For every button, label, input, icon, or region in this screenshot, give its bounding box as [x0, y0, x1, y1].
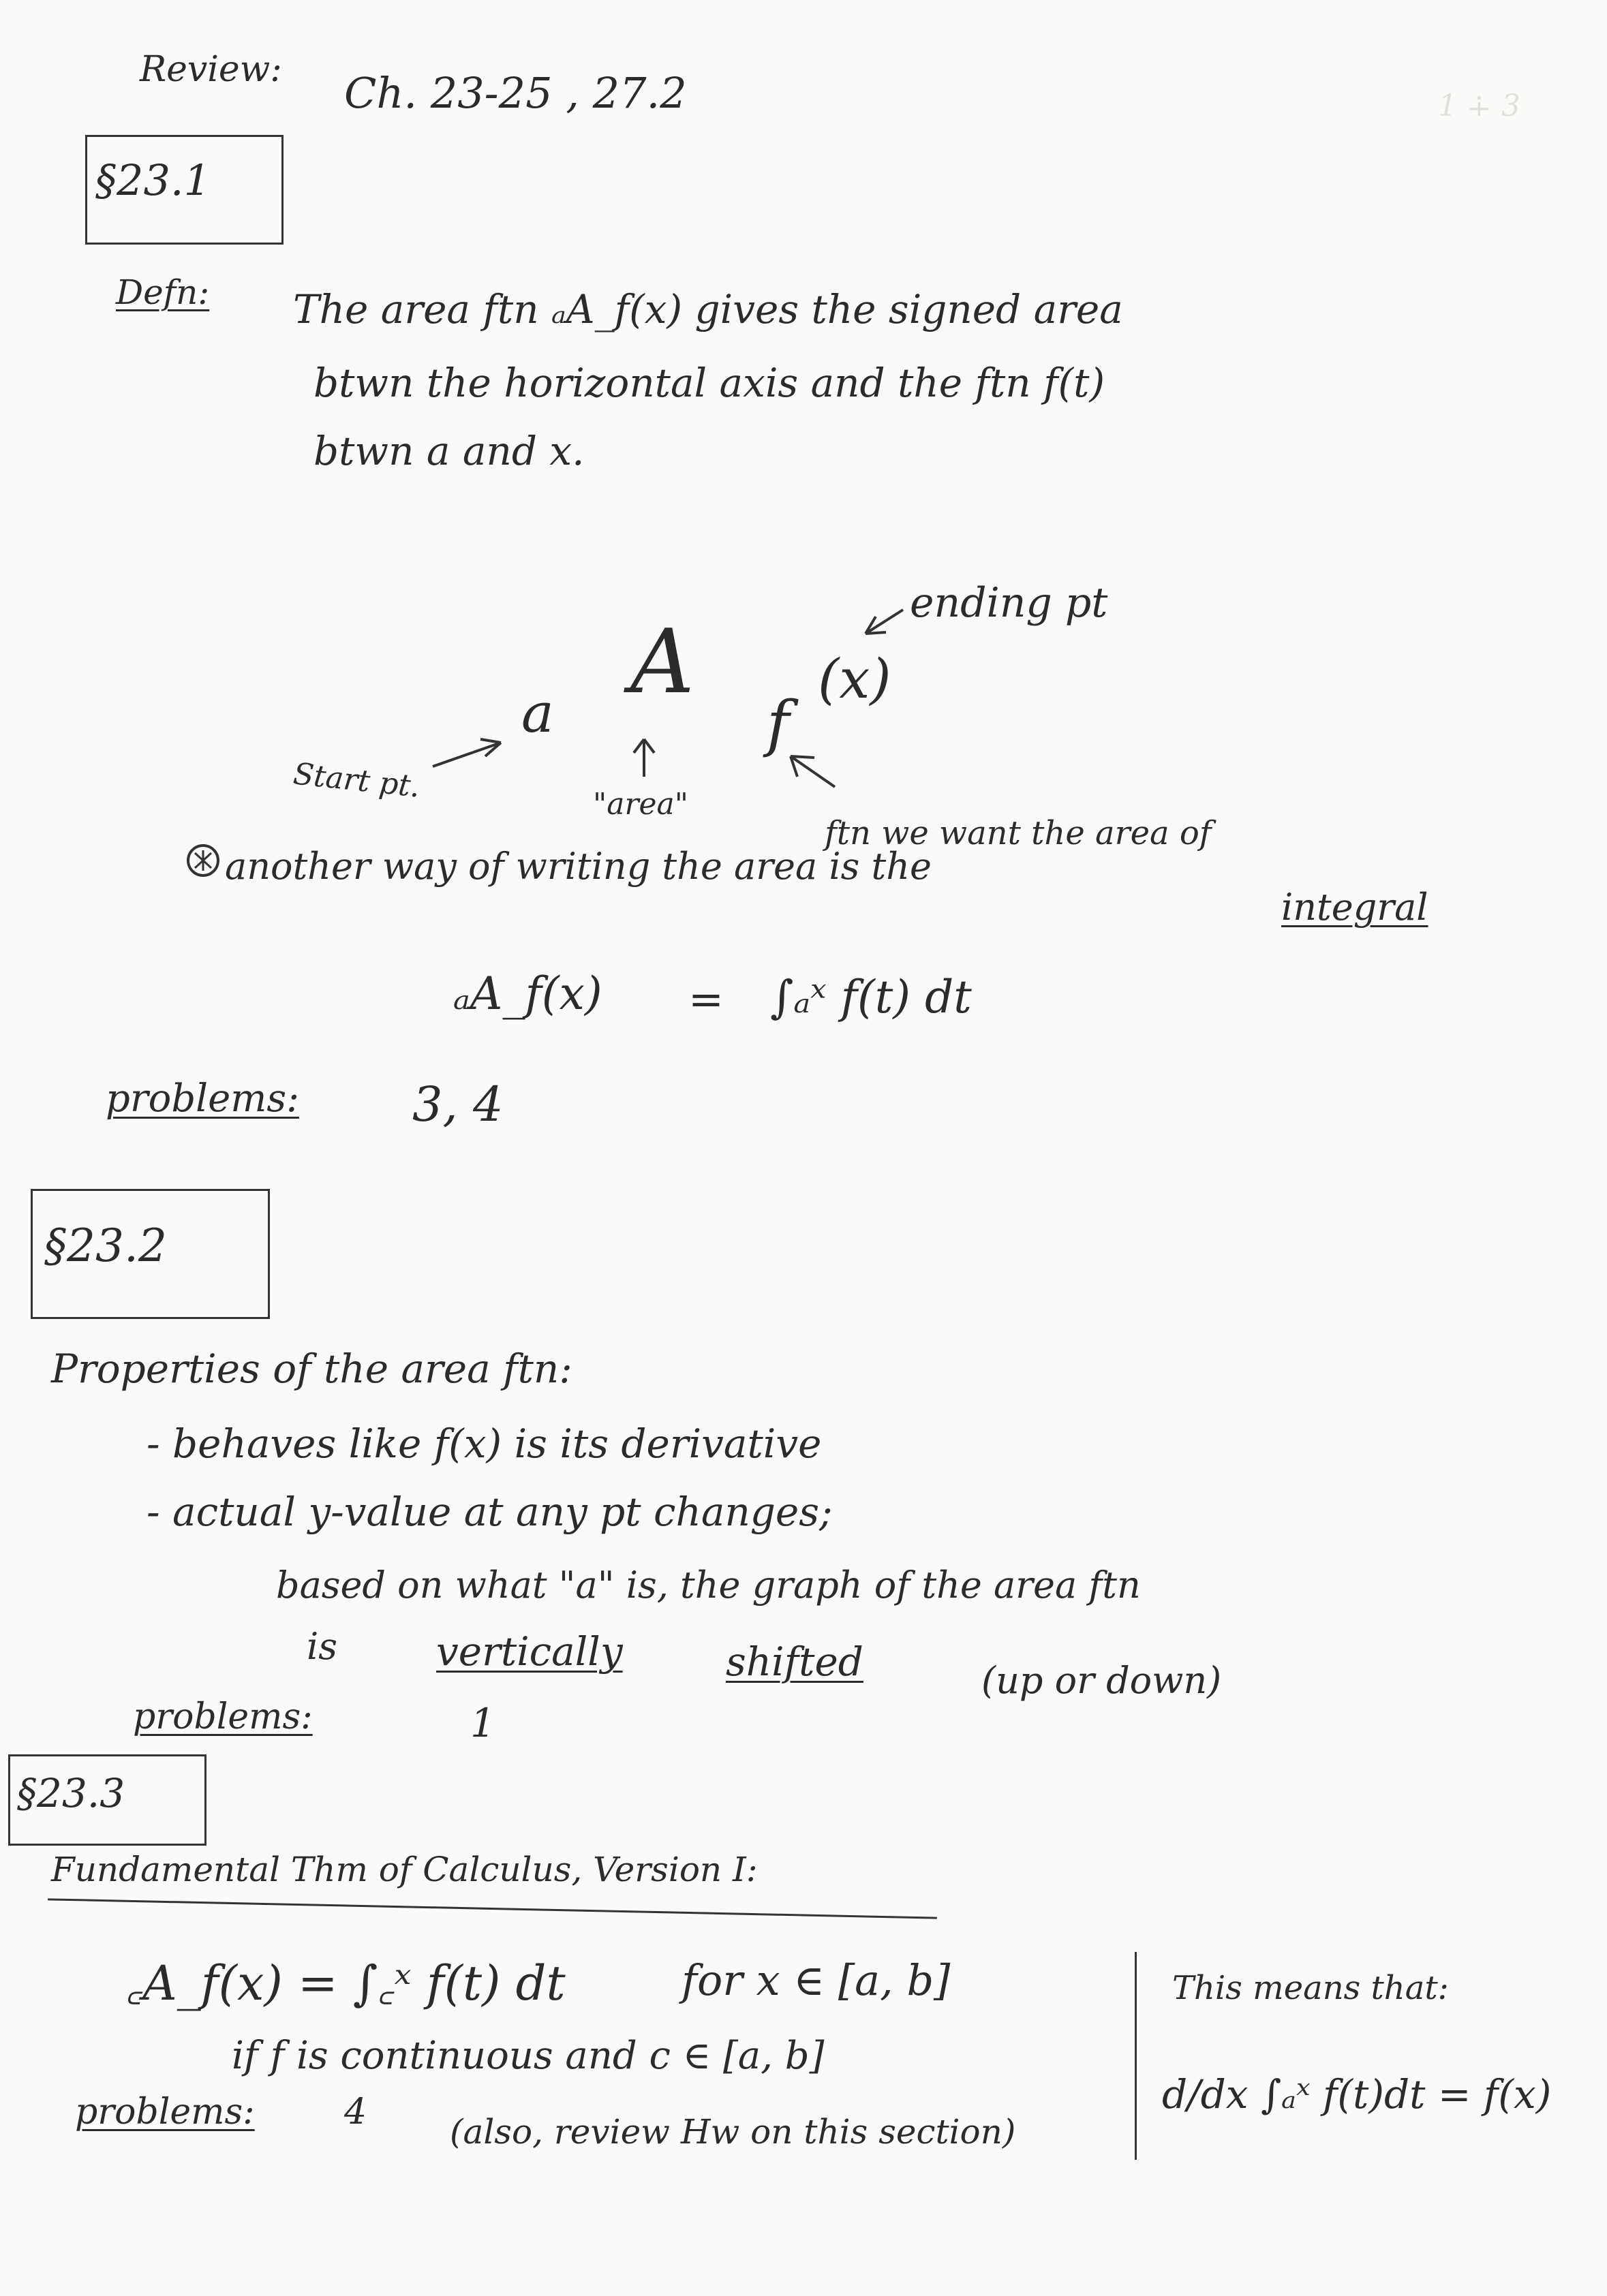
vertically-word: vertically — [436, 1628, 623, 1675]
property-bullet-2: - actual y-value at any pt changes; — [147, 1489, 833, 1535]
problems-23-3-label: problems: — [75, 2092, 255, 2132]
means-label: This means that: — [1172, 1969, 1449, 2007]
problems-23-3-value: 4 — [344, 2092, 367, 2132]
means-formula: d/dx ∫ₐˣ f(t)dt = f(x) — [1162, 2071, 1552, 2117]
bleed-through-text: 1 ∔ 3 — [1438, 89, 1520, 123]
ftc-condition: if f is continuous and c ∈ [a, b] — [232, 2034, 825, 2078]
problems-23-2-value: 1 — [470, 1700, 495, 1746]
defn-label: Defn: — [116, 273, 210, 312]
section-23-2-label: §23.2 — [44, 1220, 167, 1272]
section-23-3-label: §23.3 — [17, 1770, 125, 1816]
area-letter-A: A — [630, 610, 694, 713]
integral-rhs: ∫ₐˣ f(t) dt — [770, 971, 972, 1023]
f-subscript: f — [767, 688, 790, 760]
up-or-down-text: (up or down) — [981, 1659, 1222, 1702]
shifted-word: shifted — [726, 1639, 863, 1685]
area-label: "area" — [593, 787, 689, 822]
ftc-formula: ꜀A_f(x) = ∫꜀ˣ f(t) dt — [126, 1955, 566, 2011]
defn-line-1: The area ftn ₐA_f(x) gives the signed area — [293, 286, 1123, 332]
ending-pt-label: ending pt — [910, 579, 1108, 627]
chapters-text: Ch. 23-25 , 27.2 — [344, 68, 687, 118]
another-way-text: another way of writing the area is the — [225, 845, 932, 888]
start-pt-label: Start pt. — [291, 756, 422, 805]
integral-word: integral — [1281, 886, 1428, 929]
integral-lhs: ₐA_f(x) — [453, 967, 602, 1020]
a-subscript: a — [521, 681, 554, 745]
problems-23-2-label: problems: — [133, 1696, 313, 1737]
section-23-1-label: §23.1 — [95, 155, 211, 205]
ftc-title: Fundamental Thm of Calculus, Version I: — [51, 1850, 758, 1889]
review-hw-note: (also, review Hw on this section) — [450, 2112, 1016, 2152]
ftc-domain: for x ∈ [a, b] — [682, 1955, 951, 2005]
x-argument: (x) — [818, 647, 891, 711]
integral-equals: = — [688, 974, 724, 1024]
property-bullet-1: - behaves like f(x) is its derivative — [147, 1421, 822, 1467]
properties-title: Properties of the area ftn: — [51, 1346, 572, 1392]
means-divider — [1135, 1952, 1137, 2160]
ftn-want-label: ftn we want the area of — [825, 814, 1212, 852]
property-bullet-2-cont: based on what "a" is, the graph of the area ftn — [276, 1564, 1141, 1607]
defn-line-2: btwn the horizontal axis and the ftn f(t) — [313, 360, 1105, 406]
defn-line-3: btwn a and x. — [313, 428, 585, 474]
problems-23-1-label: problems: — [106, 1076, 299, 1121]
review-label: Review: — [140, 49, 282, 90]
problems-23-1-value: 3, 4 — [412, 1076, 504, 1132]
property-bullet-2-is: is — [307, 1625, 337, 1668]
